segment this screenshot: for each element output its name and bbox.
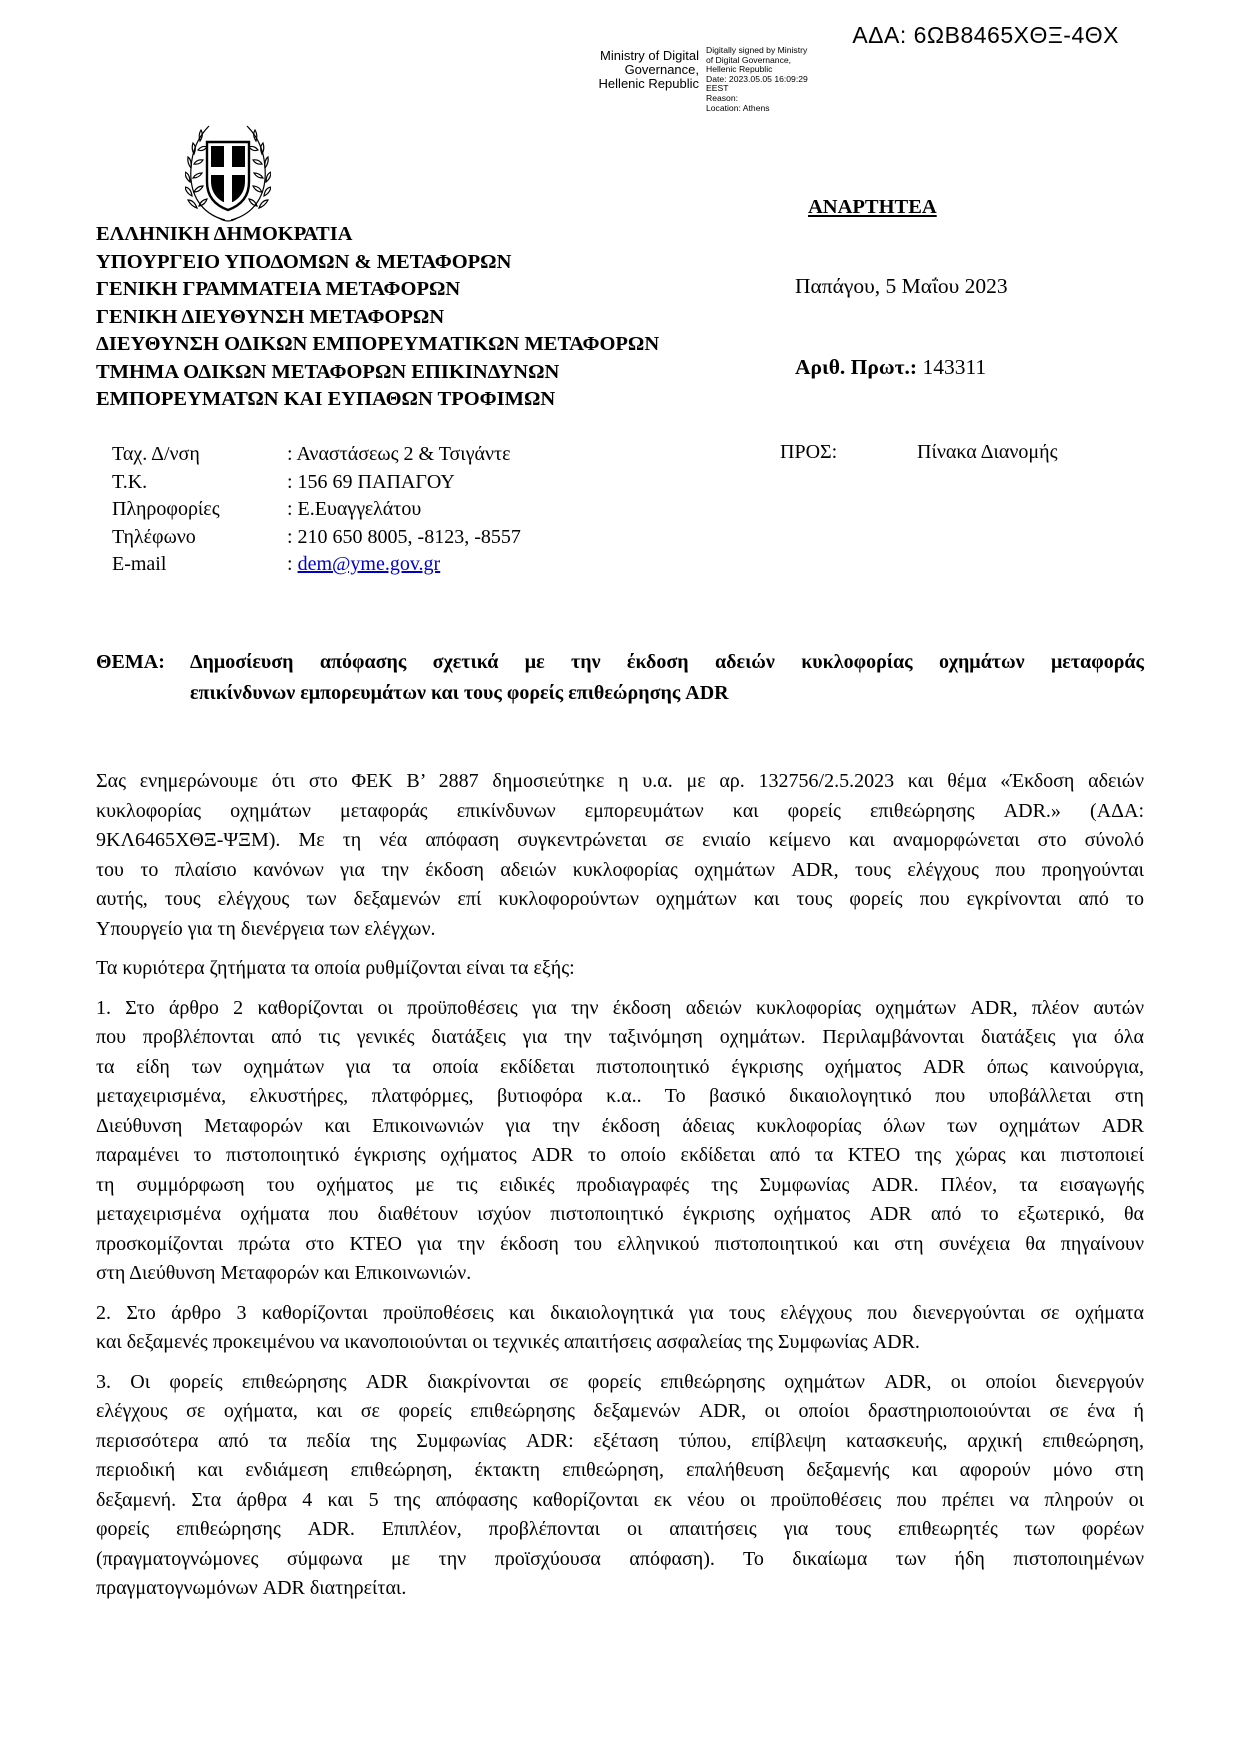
header-line: ΔΙΕΥΘΥΝΣΗ ΟΔΙΚΩΝ ΕΜΠΟΡΕΥΜΑΤΙΚΩΝ ΜΕΤΑΦΟΡΩΝ bbox=[96, 333, 660, 355]
email-link[interactable]: dem@yme.gov.gr bbox=[297, 553, 441, 575]
signature-detail-line: of Digital Governance, bbox=[706, 54, 792, 65]
body-line: 1. Στο άρθρο 2 καθορίζονται οι προϋποθέσεις για την έκδοση αδειών κυκλοφορίας οχημάτων ADR, πλέον αυτών bbox=[96, 996, 1144, 1019]
contact-value: : 156 69 ΠΑΠΑΓΟΥ bbox=[287, 470, 455, 493]
letter-body bbox=[96, 767, 1144, 1614]
contact-label: E-mail bbox=[112, 553, 167, 575]
header-line: ΥΠΟΥΡΓΕΙΟ ΥΠΟΔΟΜΩΝ & ΜΕΤΑΦΟΡΩΝ bbox=[96, 250, 512, 273]
body-line: φορείς επιθεώρησης ADR. Επιπλέον, προβλέπονται οι απαιτήσεις για τους επιθεωρητές των φορέων bbox=[96, 1518, 1144, 1540]
body-line: μεταχειρισμένα, ελκυστήρες, πλατφόρμες, βυτιοφόρα κ.α.. Το βασικό δικαιολογητικό που υποβάλλεται στη bbox=[96, 1085, 1144, 1107]
protocol-number bbox=[795, 355, 986, 380]
body-line: δεξαμενή. Στα άρθρα 4 και 5 της απόφασης καθορίζονται εκ νέου οι προϋποθέσεις που πρέπει να πληρούν οι bbox=[96, 1488, 1144, 1511]
email-prefix: : bbox=[287, 553, 298, 575]
contact-value: : Αναστάσεως 2 & Τσιγάντε bbox=[287, 443, 511, 465]
header-line: ΓΕΝΙΚΗ ΔΙΕΥΘΥΝΣΗ ΜΕΤΑΦΟΡΩΝ bbox=[96, 305, 445, 328]
signature-detail-line: Location: Athens bbox=[706, 102, 770, 113]
body-line: Διεύθυνση Μεταφορών και Επικοινωνιών για την έκδοση άδειας κυκλοφορίας όλων των οχημάτων ADR bbox=[96, 1114, 1144, 1137]
ada-code: ΑΔΑ: 6ΩΒ8465ΧΘΞ-4ΘΧ bbox=[852, 22, 1119, 48]
contact-label: Τηλέφωνο bbox=[112, 525, 196, 548]
body-paragraph bbox=[96, 1368, 1144, 1604]
body-line: κυκλοφορίας οχημάτων μεταφοράς επικίνδυνων εμπορευμάτων και φορείς επιθεώρησης ADR.» (ΑΔΑ: bbox=[96, 799, 1144, 822]
contact-email bbox=[287, 551, 440, 579]
body-line: Υπουργείο για τη διενέργεια των ελέγχων. bbox=[96, 917, 436, 940]
authority-header bbox=[96, 221, 659, 414]
header-line: ΕΜΠΟΡΕΥΜΑΤΩΝ ΚΑΙ ΕΥΠΑΘΩΝ ΤΡΟΦΙΜΩΝ bbox=[96, 388, 556, 410]
contact-label: Ταχ. Δ/νση bbox=[112, 443, 200, 465]
posted-label: ΑΝΑΡΤΗΤΕΑ bbox=[808, 196, 937, 218]
subject-line: Δημοσίευση απόφασης σχετικά με την έκδοση αδειών κυκλοφορίας οχημάτων μεταφοράς bbox=[190, 651, 1144, 673]
signature-detail-line: EEST bbox=[706, 83, 729, 94]
subject-label: ΘΕΜΑ: bbox=[96, 651, 165, 673]
contact-value: : 210 650 8005, -8123, -8557 bbox=[287, 525, 521, 548]
body-line: (πραγματογνώμονες σύμφωνα με την προϊσχύουσα απόφαση). Το δικαίωμα των ήδη πιστοποιημένων bbox=[96, 1547, 1144, 1570]
body-line: περισσότερα από τα πεδία της Συμφωνίας ADR: εξέταση τύπου, επίβλεψη κατασκευής, αρχική επιθεώρηση, bbox=[96, 1429, 1144, 1452]
body-line: Σας ενημερώνουμε ότι στο ΦΕΚ Β’ 2887 δημοσιεύτηκε η υ.α. με αρ. 132756/2.5.2023 και θέμα «Έκδοση αδειών bbox=[96, 770, 1144, 792]
signature-signer-line: Governance, bbox=[624, 62, 699, 77]
body-line: παραμένει το πιστοποιητικό έγκρισης οχήματος ADR το οποίο εκδίδεται από τα ΚΤΕΟ της χώρας και πιστοποιεί bbox=[96, 1144, 1144, 1166]
body-paragraph bbox=[96, 767, 1144, 944]
signature-detail-line: Digitally signed by Ministry bbox=[706, 45, 808, 55]
body-line: του το πλαίσιο κανόνων για την έκδοση αδειών κυκλοφορίας οχημάτων ADR, τους ελέγχους που προηγούνται bbox=[96, 858, 1144, 881]
body-line: 9ΚΛ6465ΧΘΞ-ΨΞΜ). Με τη νέα απόφαση συγκεντρώνεται σε ενιαίο κείμενο και αναμορφώνεται στο σύνολό bbox=[96, 829, 1144, 851]
recipient-label: ΠΡΟΣ: bbox=[780, 441, 838, 463]
place-date: Παπάγου, 5 Μαΐου 2023 bbox=[795, 274, 1008, 298]
header-line: ΓΕΝΙΚΗ ΓΡΑΜΜΑΤΕΙΑ ΜΕΤΑΦΟΡΩΝ bbox=[96, 278, 461, 300]
coat-of-arms-icon bbox=[185, 120, 271, 224]
subject bbox=[96, 647, 1144, 709]
signature-signer-line: Hellenic Republic bbox=[598, 76, 699, 91]
signature-details bbox=[706, 46, 856, 113]
protocol-label: Αριθ. Πρωτ.: bbox=[795, 355, 918, 379]
signature-detail-line: Hellenic Republic bbox=[706, 64, 773, 75]
body-line: 2. Στο άρθρο 3 καθορίζονται προϋποθέσεις και δικαιολογητικά για τους ελέγχους που διενεργούνται σε οχήματα bbox=[96, 1301, 1144, 1324]
body-line: προσκομίζονται πρώτα στο ΚΤΕΟ για την έκδοση του ελληνικού πιστοποιητικού και στη συνέχεια θα πηγαίνουν bbox=[96, 1232, 1144, 1255]
body-line: και δεξαμενές προκειμένου να ικανοποιούνται οι τεχνικές απαιτήσεις ασφαλείας της Συμφωνίας ADR. bbox=[96, 1331, 920, 1353]
subject-line: επικίνδυνων εμπορευμάτων και τους φορείς επιθεώρησης ADR bbox=[190, 682, 729, 704]
contact-label: Τ.Κ. bbox=[112, 470, 148, 493]
header-line: ΕΛΛΗΝΙΚΗ ΔΗΜΟΚΡΑΤΙΑ bbox=[96, 223, 353, 245]
body-line: στη Διεύθυνση Μεταφορών και Επικοινωνιών. bbox=[96, 1262, 472, 1284]
body-line: 3. Οι φορείς επιθεώρησης ADR διακρίνονται σε φορείς επιθεώρησης οχημάτων ADR, οι οποίοι διενεργούν bbox=[96, 1370, 1144, 1393]
body-line: πραγματογνωμόνων ADR διατηρείται. bbox=[96, 1577, 407, 1599]
body-line: μεταχειρισμένα οχήματα που διαθέτουν ισχύον πιστοποιητικό έγκρισης οχήματος ADR από το εξωτερικό, θα bbox=[96, 1203, 1144, 1225]
contact-label: Πληροφορίες bbox=[112, 498, 220, 520]
header-line: ΤΜΗΜΑ ΟΔΙΚΩΝ ΜΕΤΑΦΟΡΩΝ ΕΠΙΚΙΝΔΥΝΩΝ bbox=[96, 360, 560, 383]
body-line: τη συμμόρφωση του οχήματος με τις ειδικές προδιαγραφές της Συμφωνίας ADR. Πλέον, τα εισαγωγής bbox=[96, 1173, 1144, 1196]
signature-signer bbox=[585, 49, 699, 91]
body-paragraph bbox=[96, 994, 1144, 1289]
body-line: Τα κυριότερα ζητήματα τα οποία ρυθμίζονται είναι τα εξής: bbox=[96, 957, 575, 979]
body-line: αυτής, τους ελέγχους των δεξαμενών επί κυκλοφορούντων οχημάτων και τους φορείς που εγκρίνονται από το bbox=[96, 888, 1144, 910]
contact-value: : Ε.Ευαγγελάτου bbox=[287, 498, 422, 520]
body-paragraph bbox=[96, 954, 1144, 984]
body-line: που προβλέπονται από τις γενικές διατάξεις για την ταξινόμηση οχημάτων. Περιλαμβάνονται διατάξεις για όλα bbox=[96, 1026, 1144, 1048]
body-line: τα είδη των οχημάτων για τα οποία εκδίδεται πιστοποιητικό έγκρισης οχήματος ADR όπως καινούργια, bbox=[96, 1055, 1144, 1078]
signature-detail-line: Date: 2023.05.05 16:09:29 bbox=[706, 73, 808, 84]
signature-detail-line: Reason: bbox=[706, 92, 739, 103]
signature-signer-line: Ministry of Digital bbox=[600, 48, 699, 63]
body-line: περιοδική και ενδιάμεση επιθεώρηση, έκτακτη επιθεώρηση, επαλήθευση δεξαμενής και αφορούν μόνο στη bbox=[96, 1459, 1144, 1481]
body-paragraph bbox=[96, 1299, 1144, 1358]
protocol-value: 143311 bbox=[922, 355, 987, 379]
recipient-value: Πίνακα Διανομής bbox=[917, 441, 1058, 463]
body-line: ελέγχους σε οχήματα, και σε φορείς επιθεώρησης δεξαμενών ADR, οι οποίοι δραστηριοποιούνται σε ένα ή bbox=[96, 1400, 1144, 1422]
